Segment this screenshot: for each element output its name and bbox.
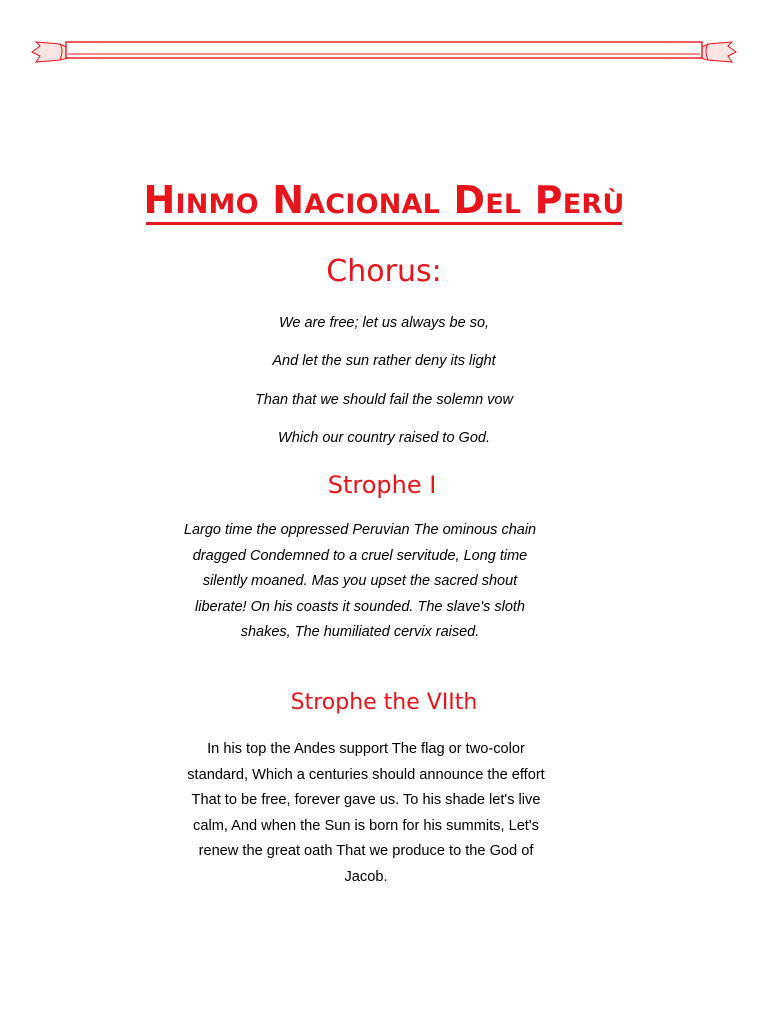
chorus-line: We are free; let us always be so, xyxy=(278,315,490,331)
chorus-lines xyxy=(0,310,768,463)
chorus-line: Which our country raised to God. xyxy=(278,429,490,446)
decorative-banner xyxy=(30,38,738,64)
strophe-1-heading: Strophe I xyxy=(327,471,437,499)
strophe-7-heading: Strophe the VIIth xyxy=(290,690,478,715)
chorus-heading: Chorus: xyxy=(326,254,442,289)
strophe-7-text: In his top the Andes support The flag or two-color standard, Which a centuries should announce the effort That to be free, forever gave us. To his shade let's live calm, And when the Sun is born for his summits, Let's renew the great oath That we produce to the God of Jacob. xyxy=(187,741,545,885)
chorus-line: And let the sun rather deny its light xyxy=(272,353,496,370)
strophe-1-text: Largo time the oppressed Peruvian The ominous chain dragged Condemned to a cruel servitude, Long time silently moaned. Mas you upset the sacred shout liberate! On his coasts it sounded. The slave's sloth shakes, The humiliated cervix raised. xyxy=(183,522,537,641)
chorus-line: Than that we should fail the solemn vow xyxy=(255,391,513,408)
title-underline xyxy=(146,222,622,225)
page-title: Hinmo Nacional Del Perù xyxy=(143,178,625,222)
